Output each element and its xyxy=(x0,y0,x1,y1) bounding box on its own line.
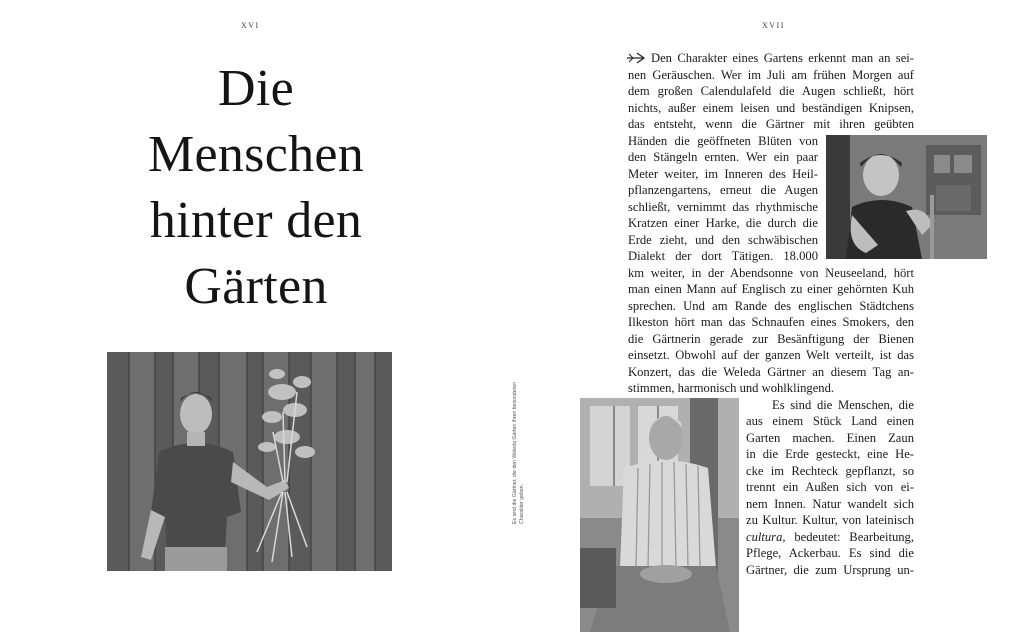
body-line: das entsteht, wenn die Gärtner mit ihren geübten xyxy=(628,117,914,131)
body-line: Meter weiter, im Inneren des Heil- xyxy=(628,166,818,181)
body-line: schließt, vernimmt das rhythmische xyxy=(628,199,818,214)
body-line: Ilkeston hört man das Schnaufen eines Smokers, den xyxy=(628,315,914,329)
body-line: Den Charakter eines Gartens erkennt man an sei- xyxy=(651,51,914,65)
body-line: einsetzt. Obwohl auf der ganzen Welt verteilt, ist das xyxy=(628,348,914,362)
body-line: nichts, außer einem leisen und beständigen Knipsen, xyxy=(628,100,914,115)
arrow-right-icon xyxy=(626,52,646,64)
body-line: km weiter, in der Abendsonne von Neuseeland, hört xyxy=(628,265,914,280)
gardener-photo-woman-cap xyxy=(826,135,987,259)
body-line: pflanzengartens, erneut die Augen xyxy=(628,183,818,197)
gardener-photo-wooden-wall xyxy=(107,352,392,571)
body-line: Konzert, das die Weleda Gärtner an diesem Tag an- xyxy=(628,364,914,379)
body-line: cultura, bedeutet: Bearbeitung, xyxy=(746,529,914,544)
title-line: Gärten xyxy=(184,258,328,316)
title-line: hinter den xyxy=(149,192,363,250)
body-line: die Gärtnerin gerade zur Besänftigung der Bienen xyxy=(628,331,914,346)
gardener-photo-seated-man xyxy=(580,398,739,632)
title-line: Die xyxy=(218,60,294,117)
body-line: Es sind die Menschen, die xyxy=(772,397,914,412)
body-line: Gärtner, die zum Ursprung un- xyxy=(746,562,914,577)
chapter-title xyxy=(110,56,402,320)
body-line: cke im Rechteck gepflanzt, so xyxy=(746,463,914,478)
body-line: Erde zieht, und den schwäbischen xyxy=(628,232,818,247)
body-line: man einen Mann auf Englisch zu einer gehörnten Kuh xyxy=(628,282,914,296)
body-line: aus einem Stück Land einen xyxy=(746,414,914,428)
body-line: nen Geräuschen. Wer im Juli am frühen Morgen auf xyxy=(628,67,914,82)
body-line: Kratzen einer Harke, die durch die xyxy=(628,216,818,230)
body-line: nem Innen. Natur wandelt sich xyxy=(746,496,914,511)
body-line: Garten machen. Einen Zaun xyxy=(746,430,914,445)
page-number-left: XVI xyxy=(241,21,260,30)
body-line: Pflege, Ackerbau. Es sind die xyxy=(746,546,914,560)
body-line: Dialekt der dort Tätigen. 18.000 xyxy=(628,249,818,263)
page-number-right: XVII xyxy=(762,21,785,30)
title-line: Menschen xyxy=(147,126,365,184)
body-line: Händen die geöffneten Blüten von xyxy=(628,133,818,148)
body-line: trennt ein Außen sich von ei- xyxy=(746,480,914,494)
photo-caption: Es sind die Gärtner, die den Weleda Gärten ihren besonderen Charakter geben. xyxy=(512,381,525,524)
body-line: sprechen. Und am Rande des englischen Städtchens xyxy=(628,298,914,313)
body-line: stimmen, harmonisch und wohlklingend. xyxy=(628,381,835,395)
body-line: in die Erde gesteckt, eine He- xyxy=(746,447,914,461)
body-line: dem großen Calendulafeld die Augen schließt, hört xyxy=(628,84,914,98)
body-line: zu Kultur. Kultur, von lateinisch xyxy=(746,513,914,527)
body-line: den Stängeln ernten. Wer ein paar xyxy=(628,150,818,164)
